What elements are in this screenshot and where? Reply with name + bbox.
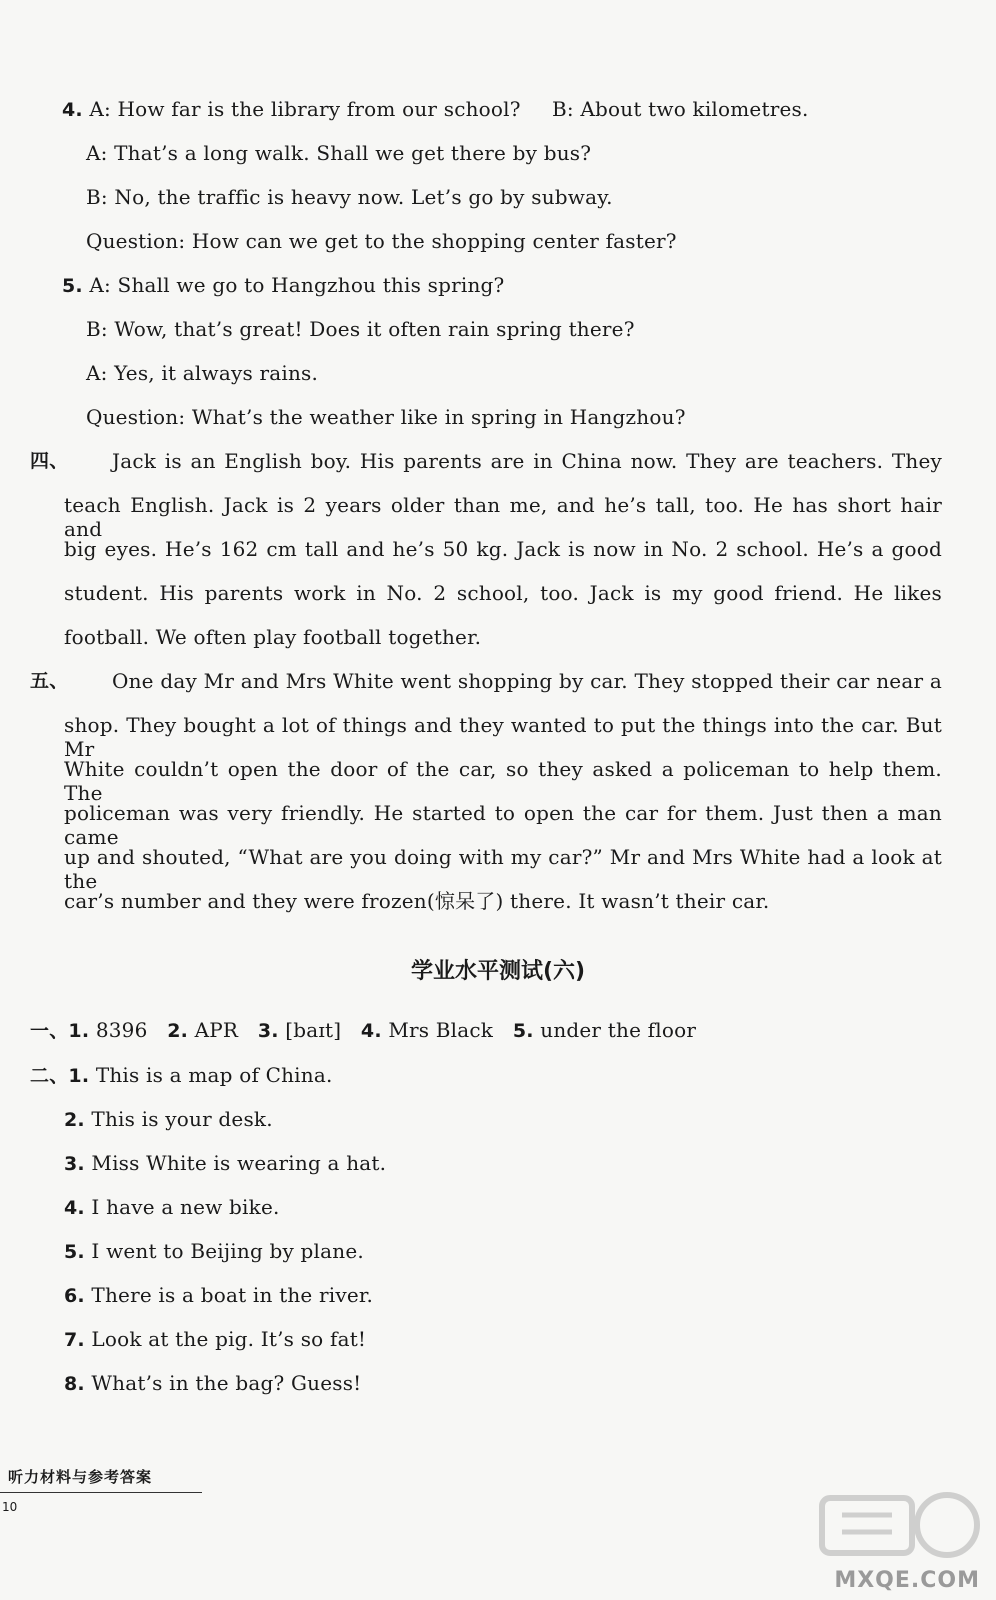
q4-line1b: B: About two kilometres. xyxy=(552,97,809,121)
q4-line1a: A: How far is the library from our school? xyxy=(89,97,521,121)
part2-answer-text: I went to Beijing by plane. xyxy=(91,1239,364,1263)
part2-answer-text: What’s in the bag? Guess! xyxy=(91,1371,362,1395)
part2-answer-num: 4. xyxy=(64,1197,85,1219)
q5-line1 xyxy=(62,273,504,298)
section4-line1: Jack is an English boy. His parents are in China now. They are teachers. They xyxy=(112,449,942,473)
q5-number: 5. xyxy=(62,275,83,297)
part2-answer-num: 1. xyxy=(68,1065,90,1087)
part2-answer xyxy=(64,1283,373,1308)
watermark-text: MXQE.COM xyxy=(834,1568,980,1593)
part2-answer xyxy=(64,1195,280,1220)
q4-line4: Question: How can we get to the shopping center faster? xyxy=(86,229,677,253)
part2-answer-text: This is a map of China. xyxy=(95,1063,333,1087)
part2-answer-text: Miss White is wearing a hat. xyxy=(91,1151,387,1175)
part2-answer-num: 6. xyxy=(64,1285,85,1307)
q5-line2: B: Wow, that’s great! Does it often rain spring there? xyxy=(86,317,635,341)
part1-answer-num: 1. xyxy=(68,1020,90,1042)
q5-line4: Question: What’s the weather like in spring in Hangzhou? xyxy=(86,405,686,429)
section5-line2: shop. They bought a lot of things and they wanted to put the things into the car. But Mr xyxy=(64,713,942,761)
section4-line3: big eyes. He’s 162 cm tall and he’s 50 kg. Jack is now in No. 2 school. He’s a good xyxy=(64,537,942,561)
section5-line5: up and shouted, “What are you doing with my car?” Mr and Mrs White had a look at the xyxy=(64,845,942,893)
q5-line1-text: A: Shall we go to Hangzhou this spring? xyxy=(89,273,505,297)
q5-line3: A: Yes, it always rains. xyxy=(86,361,319,385)
part2-answer xyxy=(64,1371,361,1396)
footer-divider xyxy=(0,1492,202,1493)
section5-line3: White couldn’t open the door of the car, so they asked a policeman to help them. The xyxy=(64,757,942,805)
section4-line2: teach English. Jack is 2 years older than me, and he’s tall, too. He has short hair and xyxy=(64,493,942,541)
part1-answer-text: Mrs Black xyxy=(388,1018,494,1042)
part1-answer-num: 5. xyxy=(512,1020,534,1042)
part2-answer xyxy=(30,1063,333,1088)
q4-line1 xyxy=(62,97,521,122)
section4-label: 四、 xyxy=(30,450,69,472)
q4-number: 4. xyxy=(62,99,83,121)
footer-title: 听力材料与参考答案 xyxy=(8,1468,153,1486)
section5-line1: One day Mr and Mrs White went shopping by car. They stopped their car near a xyxy=(112,669,942,693)
part2-answer-text: Look at the pig. It’s so fat! xyxy=(91,1327,367,1351)
part2-answer xyxy=(64,1151,386,1176)
part2-answer-num: 8. xyxy=(64,1373,85,1395)
section4-line4: student. His parents work in No. 2 school, too. Jack is my good friend. He likes xyxy=(64,581,942,605)
part2-answer-text: This is your desk. xyxy=(91,1107,273,1131)
page-number: 10 xyxy=(2,1500,18,1514)
q4-line3: B: No, the traffic is heavy now. Let’s go by subway. xyxy=(86,185,613,209)
section5-line4: policeman was very friendly. He started to open the car for them. Just then a man came xyxy=(64,801,942,849)
section4-line5: football. We often play football together. xyxy=(64,625,482,649)
part2-answer-text: There is a boat in the river. xyxy=(91,1283,374,1307)
part2-answer-text: I have a new bike. xyxy=(91,1195,280,1219)
section5-line6: car’s number and they were frozen(惊呆了) there. It wasn’t their car. xyxy=(64,889,770,913)
part2-answer xyxy=(64,1327,366,1352)
part1-answer-num: 3. xyxy=(257,1020,279,1042)
part2-answer-num: 2. xyxy=(64,1109,85,1131)
part2-answer-num: 3. xyxy=(64,1153,85,1175)
part1-answer-text: [baɪt] xyxy=(285,1018,342,1042)
part2-answer-num: 5. xyxy=(64,1241,85,1263)
part1-answer-text: under the floor xyxy=(540,1018,697,1042)
part1-answer-num: 2. xyxy=(167,1020,189,1042)
q4-line2: A: That’s a long walk. Shall we get there by bus? xyxy=(86,141,592,165)
part1-answer-text: APR xyxy=(194,1018,239,1042)
part2-answer xyxy=(64,1239,364,1264)
test6-title: 学业水平测试(六) xyxy=(410,959,586,984)
part2-answer xyxy=(64,1107,273,1132)
part2-answer-num: 7. xyxy=(64,1329,85,1351)
part1-answer-num: 4. xyxy=(360,1020,382,1042)
part2-label: 二、 xyxy=(30,1065,69,1087)
part1-answer-text: 8396 xyxy=(95,1018,148,1042)
part1-answers xyxy=(30,1018,696,1043)
section5-label: 五、 xyxy=(30,670,69,692)
part1-label: 一、 xyxy=(30,1020,69,1042)
